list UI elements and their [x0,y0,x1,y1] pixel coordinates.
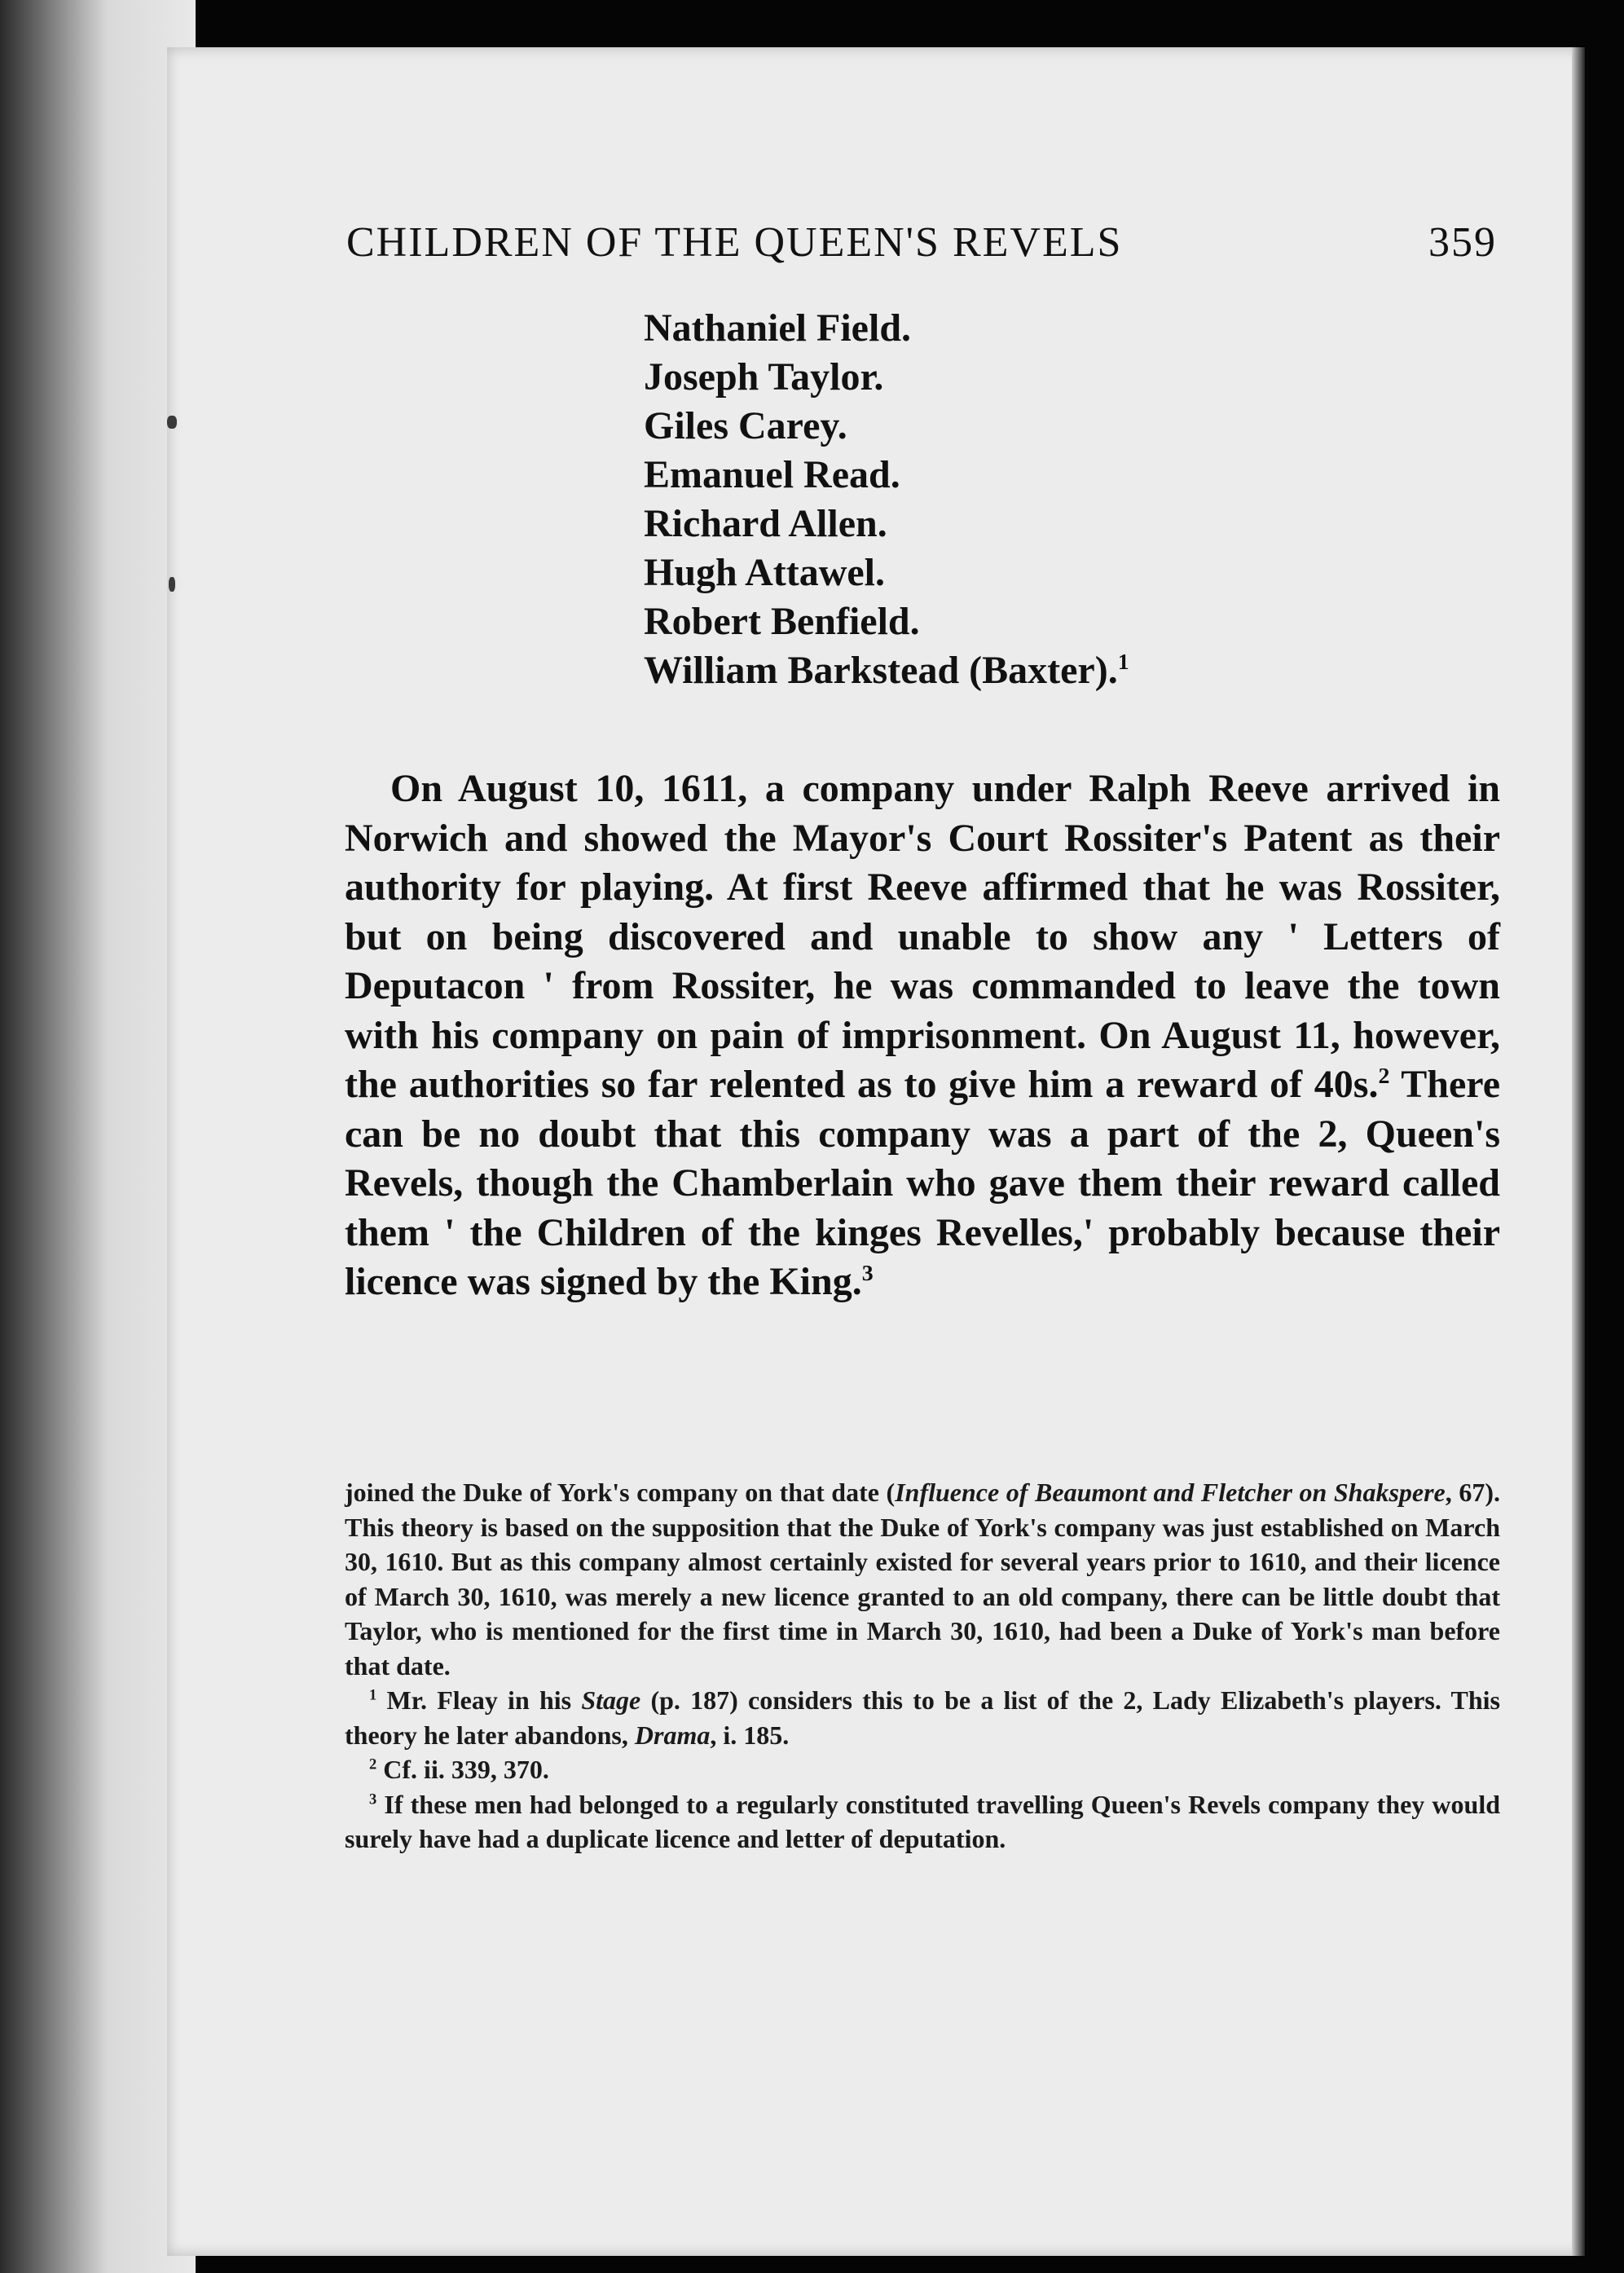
footnote-text: (p. 187) considers this to be a list of the 2, Lady Elizabeth's players. This theory he later abandons, [345,1685,1501,1750]
running-head [346,218,1497,267]
member-name-last [644,646,1129,695]
footnote-marker: 3 [369,1790,377,1808]
footnote-reference: 3 [861,1261,874,1286]
book-title-italic: Influence of Beaumont and Fletcher on Shakspere [895,1478,1446,1507]
footnote-3 [345,1787,1500,1857]
member-name: Robert Benfield. [644,600,920,643]
footnote-marker: 2 [369,1755,377,1773]
footnote-text: joined the Duke of York's company on that date ( [345,1478,896,1507]
footnote-text: Mr. Fleay in his [376,1685,582,1715]
footnote-marker: 1 [369,1686,377,1704]
running-head-title: CHILDREN OF THE QUEEN'S REVELS [346,219,1123,266]
book-title-italic: Drama [634,1720,711,1750]
company-member-list [644,304,1129,695]
member-name-text: William Barkstead (Baxter). [644,649,1118,692]
margin-speck [167,416,177,429]
member-name: Emanuel Read. [644,453,900,496]
paragraph-text: On August 10, 1611, a company under Ralph Reeve arrived in Norwich and showed the Mayor's Court Rossiter's Patent as their authority for playing. At first Reeve affirmed that he was Rossiter, but on being discovered and unable to show any ' Letters of Deputacon ' from Rossiter, he was commanded to leave the town with his company on pain of imprisonment. On August 11, however, the authorities so far relented as to give him a reward of 40s. [345,767,1500,1106]
footnote-text: , 67). This theory is based on the supposition that the Duke of York's company was just established on March 30, 1610. But as this company almost certainly existed for several years prior to 1610, and their licence of March 30, 1610, was merely a new licence granted to an old company, there can be little doubt that Taylor, who is mentioned for the first time in March 30, 1610, had been a Duke of York's man before that date. [345,1478,1501,1681]
footnote-text: , i. 185. [710,1720,790,1750]
page-number: 359 [1428,219,1497,266]
footnote-2 [345,1752,1500,1787]
book-page [167,47,1585,2256]
body-paragraph [345,764,1500,1307]
footnotes [345,1475,1500,1857]
footnote-reference: 1 [1117,650,1129,675]
member-name: Giles Carey. [644,404,847,447]
member-name: Joseph Taylor. [644,355,884,399]
member-name: Richard Allen. [644,502,887,545]
member-name: Hugh Attawel. [644,551,886,594]
paragraph-text: There can be no doubt that this company was a part of the 2, Queen's Revels, though the Chamberlain who gave them their reward called them ' the Children of the kinges Revelles,' probably because their licence was signed by the King. [345,1063,1501,1303]
footnote-1 [345,1683,1500,1752]
book-spine-shadow [0,0,196,2273]
footnote-text: If these men had belonged to a regularly constituted travelling Queen's Revels company they would surely have had a duplicate licence and letter of deputation. [345,1789,1500,1853]
member-name: Nathaniel Field. [644,306,912,350]
footnote-continuation [345,1475,1500,1683]
book-title-italic: Stage [581,1685,641,1715]
footnote-reference: 2 [1378,1064,1390,1089]
footnote-text: Cf. ii. 339, 370. [376,1755,549,1784]
margin-speck [169,577,175,592]
